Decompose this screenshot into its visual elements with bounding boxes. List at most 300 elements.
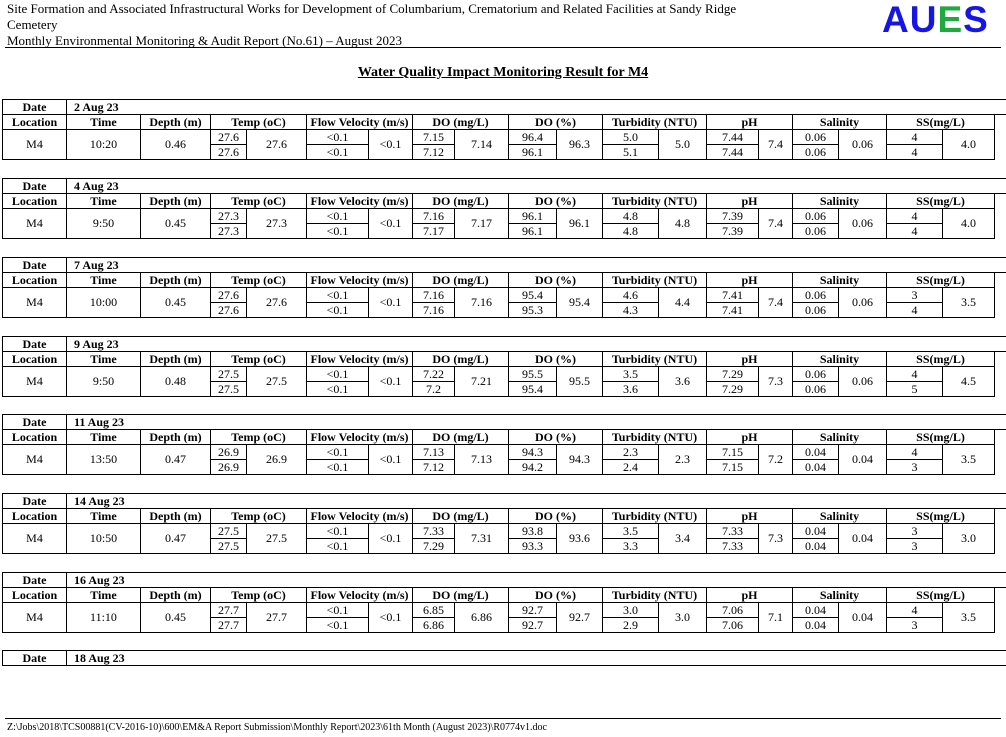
- do_mgl-reading-1: 7.16: [413, 288, 455, 303]
- monitoring-table: [2, 99, 1006, 160]
- do_pct-reading-1: 95.5: [509, 367, 557, 382]
- date-label: Date: [3, 258, 67, 273]
- date-label: Date: [3, 179, 67, 194]
- do_pct-reading-2: 95.3: [509, 303, 557, 318]
- date-row-blank: [307, 258, 1006, 273]
- col-header-do-mgl: DO (mg/L): [413, 352, 509, 367]
- depth-value: 0.45: [141, 603, 211, 633]
- location-value: M4: [3, 209, 67, 239]
- ss-reading-2: 3: [887, 618, 943, 633]
- turbidity-reading-1: 3.5: [603, 524, 659, 539]
- flow-reading-1: <0.1: [307, 367, 369, 382]
- do_mgl-average: 7.14: [455, 130, 509, 160]
- turbidity-reading-1: 5.0: [603, 130, 659, 145]
- col-header-ph: pH: [707, 588, 793, 603]
- monitoring-table: [2, 572, 1006, 633]
- col-header-location: Location: [3, 509, 67, 524]
- data-row: [3, 209, 1006, 224]
- col-header-ph: pH: [707, 194, 793, 209]
- data-row: [3, 288, 1006, 303]
- flow-reading-1: <0.1: [307, 130, 369, 145]
- turbidity-average: 3.0: [659, 603, 707, 633]
- col-header-salinity: Salinity: [793, 509, 887, 524]
- salinity-reading-1: 0.06: [793, 367, 839, 382]
- col-header-turbidity: Turbidity (NTU): [603, 430, 707, 445]
- col-header-do-pct: DO (%): [509, 194, 603, 209]
- col-header-time: Time: [67, 194, 141, 209]
- col-header-ph: pH: [707, 509, 793, 524]
- ss-reading-1: 4: [887, 130, 943, 145]
- location-value: M4: [3, 603, 67, 633]
- col-header-location: Location: [3, 352, 67, 367]
- salinity-reading-2: 0.04: [793, 618, 839, 633]
- col-header-ph: pH: [707, 430, 793, 445]
- col-header-location: Location: [3, 588, 67, 603]
- do_mgl-reading-2: 6.86: [413, 618, 455, 633]
- date-row: [3, 415, 1006, 430]
- col-header-time: Time: [67, 509, 141, 524]
- col-header-flow: Flow Velocity (m/s): [307, 430, 413, 445]
- do_pct-reading-1: 96.4: [509, 130, 557, 145]
- temp-reading-1: 27.7: [211, 603, 247, 618]
- depth-value: 0.47: [141, 445, 211, 475]
- ph-reading-2: 7.41: [707, 303, 759, 318]
- turbidity-reading-2: 2.9: [603, 618, 659, 633]
- date-label: Date: [3, 415, 67, 430]
- col-header-temp: Temp (oC): [211, 115, 307, 130]
- date-row: [3, 179, 1006, 194]
- date-row: [3, 573, 1006, 588]
- ss-reading-2: 4: [887, 224, 943, 239]
- turbidity-average: 5.0: [659, 130, 707, 160]
- do_mgl-average: 7.21: [455, 367, 509, 397]
- ss-reading-1: 4: [887, 445, 943, 460]
- data-row: [3, 603, 1006, 618]
- date-row: [3, 494, 1006, 509]
- do_pct-reading-2: 94.2: [509, 460, 557, 475]
- ss-reading-1: 4: [887, 209, 943, 224]
- time-value: 9:50: [67, 367, 141, 397]
- col-header-temp: Temp (oC): [211, 588, 307, 603]
- temp-reading-2: 27.3: [211, 224, 247, 239]
- salinity-average: 0.06: [839, 367, 887, 397]
- col-header-do-mgl: DO (mg/L): [413, 194, 509, 209]
- footer-divider: [5, 718, 1001, 719]
- report-header: [7, 1, 877, 49]
- do_mgl-reading-2: 7.29: [413, 539, 455, 554]
- col-header-depth: Depth (m): [141, 430, 211, 445]
- time-value: 11:10: [67, 603, 141, 633]
- do_pct-reading-1: 93.8: [509, 524, 557, 539]
- col-header-ss: SS(mg/L): [887, 430, 995, 445]
- turbidity-average: 2.3: [659, 445, 707, 475]
- col-header-depth: Depth (m): [141, 509, 211, 524]
- col-header-flow: Flow Velocity (m/s): [307, 194, 413, 209]
- col-header-flow: Flow Velocity (m/s): [307, 115, 413, 130]
- col-header-do-pct: DO (%): [509, 509, 603, 524]
- do_pct-average: 95.5: [557, 367, 603, 397]
- temp-reading-2: 27.5: [211, 382, 247, 397]
- date-value: 11 Aug 23: [67, 415, 307, 430]
- monitoring-table: [2, 178, 1006, 239]
- col-header-do-pct: DO (%): [509, 115, 603, 130]
- col-header-turbidity: Turbidity (NTU): [603, 194, 707, 209]
- date-row: [3, 100, 1006, 115]
- turbidity-reading-1: 4.6: [603, 288, 659, 303]
- date-row-blank: [307, 651, 1006, 666]
- salinity-reading-1: 0.06: [793, 130, 839, 145]
- flow-reading-2: <0.1: [307, 460, 369, 475]
- do_mgl-average: 6.86: [455, 603, 509, 633]
- col-header-location: Location: [3, 115, 67, 130]
- do_mgl-average: 7.31: [455, 524, 509, 554]
- col-header-temp: Temp (oC): [211, 509, 307, 524]
- ss-reading-2: 4: [887, 303, 943, 318]
- col-header-depth: Depth (m): [141, 115, 211, 130]
- col-header-time: Time: [67, 273, 141, 288]
- col-header-ss: SS(mg/L): [887, 509, 995, 524]
- flow-reading-1: <0.1: [307, 603, 369, 618]
- col-header-flow: Flow Velocity (m/s): [307, 588, 413, 603]
- do_pct-reading-1: 96.1: [509, 209, 557, 224]
- salinity-reading-2: 0.06: [793, 303, 839, 318]
- date-row: [3, 337, 1006, 352]
- data-row: [3, 445, 1006, 460]
- ph-reading-2: 7.33: [707, 539, 759, 554]
- salinity-reading-2: 0.04: [793, 539, 839, 554]
- salinity-average: 0.04: [839, 524, 887, 554]
- turbidity-reading-1: 2.3: [603, 445, 659, 460]
- ph-average: 7.4: [759, 209, 793, 239]
- flow-average: <0.1: [369, 367, 413, 397]
- do_mgl-average: 7.17: [455, 209, 509, 239]
- flow-reading-1: <0.1: [307, 445, 369, 460]
- flow-reading-2: <0.1: [307, 539, 369, 554]
- col-header-turbidity: Turbidity (NTU): [603, 273, 707, 288]
- do_pct-average: 94.3: [557, 445, 603, 475]
- temp-reading-1: 27.6: [211, 288, 247, 303]
- temp-average: 27.6: [247, 130, 307, 160]
- temp-reading-1: 27.3: [211, 209, 247, 224]
- flow-reading-1: <0.1: [307, 524, 369, 539]
- col-header-ss: SS(mg/L): [887, 588, 995, 603]
- location-value: M4: [3, 445, 67, 475]
- col-header-do-pct: DO (%): [509, 273, 603, 288]
- salinity-average: 0.04: [839, 445, 887, 475]
- turbidity-reading-1: 3.5: [603, 367, 659, 382]
- col-header-depth: Depth (m): [141, 273, 211, 288]
- do_pct-reading-2: 96.1: [509, 145, 557, 160]
- date-value: 9 Aug 23: [67, 337, 307, 352]
- monitoring-table: [2, 336, 1006, 397]
- flow-average: <0.1: [369, 288, 413, 318]
- salinity-reading-2: 0.06: [793, 382, 839, 397]
- temp-reading-2: 26.9: [211, 460, 247, 475]
- col-header-ss: SS(mg/L): [887, 273, 995, 288]
- ph-reading-2: 7.06: [707, 618, 759, 633]
- ph-reading-2: 7.39: [707, 224, 759, 239]
- ss-average: 3.5: [943, 445, 995, 475]
- col-header-flow: Flow Velocity (m/s): [307, 273, 413, 288]
- col-header-temp: Temp (oC): [211, 430, 307, 445]
- temp-reading-2: 27.7: [211, 618, 247, 633]
- flow-average: <0.1: [369, 603, 413, 633]
- col-header-salinity: Salinity: [793, 115, 887, 130]
- location-value: M4: [3, 288, 67, 318]
- turbidity-reading-2: 4.8: [603, 224, 659, 239]
- turbidity-reading-1: 4.8: [603, 209, 659, 224]
- col-header-turbidity: Turbidity (NTU): [603, 115, 707, 130]
- do_pct-average: 92.7: [557, 603, 603, 633]
- flow-reading-2: <0.1: [307, 382, 369, 397]
- monitoring-table-partial: [2, 650, 1006, 666]
- column-header-row: [3, 588, 1006, 603]
- turbidity-reading-2: 2.4: [603, 460, 659, 475]
- ph-average: 7.3: [759, 524, 793, 554]
- do_pct-average: 95.4: [557, 288, 603, 318]
- date-value: 2 Aug 23: [67, 100, 307, 115]
- date-value: 14 Aug 23: [67, 494, 307, 509]
- ss-reading-1: 4: [887, 367, 943, 382]
- data-row: [3, 367, 1006, 382]
- turbidity-reading-2: 5.1: [603, 145, 659, 160]
- col-header-salinity: Salinity: [793, 273, 887, 288]
- temp-average: 27.5: [247, 367, 307, 397]
- col-header-do-mgl: DO (mg/L): [413, 430, 509, 445]
- flow-average: <0.1: [369, 524, 413, 554]
- monitoring-table: [2, 493, 1006, 554]
- flow-reading-2: <0.1: [307, 618, 369, 633]
- ss-average: 3.5: [943, 603, 995, 633]
- temp-reading-1: 27.6: [211, 130, 247, 145]
- flow-average: <0.1: [369, 209, 413, 239]
- date-label: Date: [3, 337, 67, 352]
- do_pct-reading-2: 95.4: [509, 382, 557, 397]
- temp-average: 27.7: [247, 603, 307, 633]
- ss-reading-2: 3: [887, 539, 943, 554]
- date-row-blank: [307, 573, 1006, 588]
- ss-average: 3.5: [943, 288, 995, 318]
- ph-reading-1: 7.44: [707, 130, 759, 145]
- ph-reading-1: 7.29: [707, 367, 759, 382]
- do_pct-reading-1: 95.4: [509, 288, 557, 303]
- column-header-row: [3, 352, 1006, 367]
- do_mgl-average: 7.16: [455, 288, 509, 318]
- do_mgl-reading-1: 7.33: [413, 524, 455, 539]
- do_pct-reading-2: 93.3: [509, 539, 557, 554]
- flow-reading-2: <0.1: [307, 224, 369, 239]
- ph-reading-1: 7.15: [707, 445, 759, 460]
- col-header-time: Time: [67, 115, 141, 130]
- ss-reading-1: 3: [887, 288, 943, 303]
- do_pct-reading-1: 92.7: [509, 603, 557, 618]
- salinity-reading-2: 0.04: [793, 460, 839, 475]
- date-value: 4 Aug 23: [67, 179, 307, 194]
- ss-reading-1: 3: [887, 524, 943, 539]
- col-header-do-mgl: DO (mg/L): [413, 588, 509, 603]
- header-divider: [5, 47, 1001, 48]
- ph-reading-1: 7.41: [707, 288, 759, 303]
- date-label: Date: [3, 494, 67, 509]
- ss-reading-1: 4: [887, 603, 943, 618]
- ss-reading-2: 3: [887, 460, 943, 475]
- ph-reading-1: 7.39: [707, 209, 759, 224]
- time-value: 13:50: [67, 445, 141, 475]
- depth-value: 0.48: [141, 367, 211, 397]
- temp-reading-1: 27.5: [211, 524, 247, 539]
- ph-average: 7.3: [759, 367, 793, 397]
- turbidity-reading-2: 4.3: [603, 303, 659, 318]
- depth-value: 0.47: [141, 524, 211, 554]
- salinity-average: 0.06: [839, 130, 887, 160]
- date-label: Date: [3, 651, 67, 666]
- salinity-reading-1: 0.04: [793, 603, 839, 618]
- turbidity-reading-1: 3.0: [603, 603, 659, 618]
- location-value: M4: [3, 130, 67, 160]
- col-header-location: Location: [3, 194, 67, 209]
- temp-average: 27.6: [247, 288, 307, 318]
- turbidity-reading-2: 3.6: [603, 382, 659, 397]
- salinity-average: 0.06: [839, 209, 887, 239]
- ph-average: 7.4: [759, 288, 793, 318]
- ss-reading-2: 4: [887, 145, 943, 160]
- date-row-blank: [307, 337, 1006, 352]
- project-title-line-2: Cemetery: [7, 17, 58, 32]
- salinity-reading-1: 0.04: [793, 445, 839, 460]
- ph-reading-1: 7.06: [707, 603, 759, 618]
- col-header-location: Location: [3, 430, 67, 445]
- monitoring-table: [2, 257, 1006, 318]
- salinity-average: 0.06: [839, 288, 887, 318]
- do_pct-reading-2: 96.1: [509, 224, 557, 239]
- depth-value: 0.45: [141, 209, 211, 239]
- col-header-temp: Temp (oC): [211, 194, 307, 209]
- col-header-ph: pH: [707, 273, 793, 288]
- time-value: 10:20: [67, 130, 141, 160]
- do_mgl-reading-2: 7.12: [413, 460, 455, 475]
- depth-value: 0.46: [141, 130, 211, 160]
- ph-average: 7.4: [759, 130, 793, 160]
- ph-reading-2: 7.44: [707, 145, 759, 160]
- do_mgl-reading-1: 7.15: [413, 130, 455, 145]
- salinity-reading-1: 0.06: [793, 288, 839, 303]
- monitoring-table: [2, 414, 1006, 475]
- temp-reading-2: 27.6: [211, 303, 247, 318]
- temp-average: 27.3: [247, 209, 307, 239]
- time-value: 10:50: [67, 524, 141, 554]
- column-header-row: [3, 509, 1006, 524]
- column-header-row: [3, 194, 1006, 209]
- turbidity-average: 4.8: [659, 209, 707, 239]
- date-label: Date: [3, 100, 67, 115]
- flow-average: <0.1: [369, 130, 413, 160]
- ph-average: 7.2: [759, 445, 793, 475]
- col-header-salinity: Salinity: [793, 194, 887, 209]
- do_pct-reading-2: 92.7: [509, 618, 557, 633]
- col-header-time: Time: [67, 430, 141, 445]
- do_mgl-reading-2: 7.12: [413, 145, 455, 160]
- date-row-blank: [307, 415, 1006, 430]
- col-header-ss: SS(mg/L): [887, 352, 995, 367]
- col-header-do-pct: DO (%): [509, 430, 603, 445]
- do_pct-average: 96.3: [557, 130, 603, 160]
- flow-reading-1: <0.1: [307, 209, 369, 224]
- turbidity-average: 3.6: [659, 367, 707, 397]
- report-subtitle: Monthly Environmental Monitoring & Audit Report (No.61) – August 2023: [7, 33, 403, 48]
- col-header-temp: Temp (oC): [211, 273, 307, 288]
- ph-average: 7.1: [759, 603, 793, 633]
- file-path-footer: Z:\Jobs\2018\TCS00881(CV-2016-10)\600\EM&A Report Submission\Monthly Report\2023\61th Month (August 2023)\R0774v1.doc: [7, 722, 547, 733]
- do_pct-average: 93.6: [557, 524, 603, 554]
- date-label: Date: [3, 573, 67, 588]
- col-header-flow: Flow Velocity (m/s): [307, 509, 413, 524]
- turbidity-average: 4.4: [659, 288, 707, 318]
- salinity-reading-2: 0.06: [793, 145, 839, 160]
- col-header-depth: Depth (m): [141, 352, 211, 367]
- col-header-do-mgl: DO (mg/L): [413, 509, 509, 524]
- col-header-do-pct: DO (%): [509, 588, 603, 603]
- flow-reading-2: <0.1: [307, 303, 369, 318]
- salinity-average: 0.04: [839, 603, 887, 633]
- temp-reading-2: 27.5: [211, 539, 247, 554]
- col-header-salinity: Salinity: [793, 588, 887, 603]
- col-header-salinity: Salinity: [793, 430, 887, 445]
- ss-average: 4.0: [943, 209, 995, 239]
- location-value: M4: [3, 524, 67, 554]
- salinity-reading-1: 0.06: [793, 209, 839, 224]
- temp-average: 26.9: [247, 445, 307, 475]
- col-header-do-mgl: DO (mg/L): [413, 273, 509, 288]
- col-header-turbidity: Turbidity (NTU): [603, 352, 707, 367]
- time-value: 10:00: [67, 288, 141, 318]
- flow-reading-1: <0.1: [307, 288, 369, 303]
- date-value: 18 Aug 23: [67, 651, 307, 666]
- date-row: [3, 651, 1006, 666]
- col-header-turbidity: Turbidity (NTU): [603, 509, 707, 524]
- turbidity-average: 3.4: [659, 524, 707, 554]
- column-header-row: [3, 115, 1006, 130]
- do_mgl-reading-1: 7.22: [413, 367, 455, 382]
- location-value: M4: [3, 367, 67, 397]
- data-row: [3, 524, 1006, 539]
- do_mgl-reading-2: 7.2: [413, 382, 455, 397]
- date-value: 7 Aug 23: [67, 258, 307, 273]
- col-header-ph: pH: [707, 352, 793, 367]
- ph-reading-1: 7.33: [707, 524, 759, 539]
- aues-logo: AUES: [882, 0, 989, 40]
- column-header-row: [3, 273, 1006, 288]
- col-header-depth: Depth (m): [141, 194, 211, 209]
- date-row-blank: [307, 494, 1006, 509]
- do_pct-average: 96.1: [557, 209, 603, 239]
- col-header-do-pct: DO (%): [509, 352, 603, 367]
- date-row: [3, 258, 1006, 273]
- do_mgl-average: 7.13: [455, 445, 509, 475]
- col-header-location: Location: [3, 273, 67, 288]
- salinity-reading-2: 0.06: [793, 224, 839, 239]
- temp-average: 27.5: [247, 524, 307, 554]
- do_mgl-reading-1: 7.13: [413, 445, 455, 460]
- column-header-row: [3, 430, 1006, 445]
- ph-reading-2: 7.29: [707, 382, 759, 397]
- ss-reading-2: 5: [887, 382, 943, 397]
- col-header-ph: pH: [707, 115, 793, 130]
- ss-average: 4.5: [943, 367, 995, 397]
- col-header-ss: SS(mg/L): [887, 115, 995, 130]
- do_mgl-reading-2: 7.16: [413, 303, 455, 318]
- salinity-reading-1: 0.04: [793, 524, 839, 539]
- col-header-ss: SS(mg/L): [887, 194, 995, 209]
